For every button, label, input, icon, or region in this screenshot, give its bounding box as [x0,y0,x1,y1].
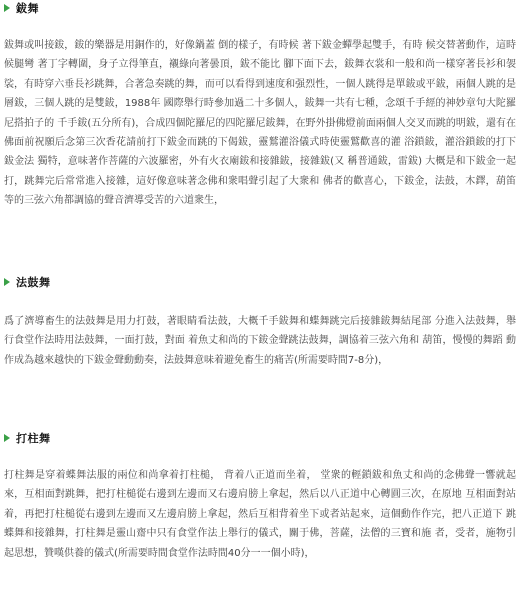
section-pillar-dance [4,430,516,563]
section-title: 鈸舞 [16,2,39,15]
section-title: 法鼓舞 [16,276,51,289]
section-heading [4,0,516,16]
triangle-bullet-icon [4,4,10,12]
triangle-bullet-icon [4,278,10,286]
section-title: 打柱舞 [16,432,51,445]
section-dharma-drum-dance [4,274,516,370]
section-cymbal-dance [4,0,516,211]
triangle-bullet-icon [4,434,10,442]
section-body: 鈸舞或叫接鈸，鈸的樂器是用銅作的，好像鍋蓋 倒的樣子，有時候 著下鈸金蟬學起雙手，有時 候交替著動作，這時候腿彎 著丁字轉圍，身子立得筆直，襯綠向著曇頂，鈸不能比 腳下面下去，鈸舞衣裳和一般和尚一樣穿著長衫和袈裟，有時穿六垂長衫跳舞，合著急奏跳的舞，而可以看得到速度和强烈性，一個人跳得是單鈸或平鈸，兩個人跳的是層鈸，三個人跳的是雙鈸，1988年 國際舉行時參加過二十多個人，鈸舞一共有七種，念頌千手經的神妙章句大陀羅尼搭拍子的 千手鈸(五分所有)，合成四個陀羅尼的四陀羅尼鈸舞，在野外掛佛燈前面兩個人交叉而跳的明鈸，還有在佛面前祝願后念第三次香花請前打下鈸金而跳的下偈鈸，靈鷲灌浴儀式時使靈鷲歡喜的灌 浴鎖鈸，灌浴鎖鈸的打下鈸金法 獨特，意味著作菩薩的六波羅密，外有火衣廟鈸和接雜鈸，接雜鈸(又 稱普通鈸，雷鈸) 大概是和下鈸金一起打，跳舞完后常常進入接雜，這好像意味著念佛和衆唱聲引起了大衆和 佛者的歡喜心，下鈸金，法鼓，木鐸，葫笛等的三弦六角都調協的聲音濟導受苦的六道衆生， [4,40,516,207]
section-heading [4,430,516,446]
section-heading [4,274,516,290]
section-body: 爲了濟導畜生的法鼓舞是用力打鼓，著眼睛看法鼓，大概千手鈸舞和蝶舞跳完后接雜鈸舞結尾部 分進入法鼓舞，舉行食堂作法時用法鼓舞，一面打鼓，對面 着魚丈和尚的下鈸金聲跳法鼓舞，調協着三弦六角和 葫笛，慢慢的舞蹈 動作成為越來越快的下鈸金聲動動奏，法鼓舞意味着避免畜生的痛苦(所需要時間7-8分)， [4,316,516,366]
section-body: 打柱舞是穿着蝶舞法服的兩位和尚拿着打柱槌， 背着八正道而坐着， 堂衆的輕鎖鈸和魚丈和尚的念佛聲一響就起來，互相面對跳舞，把打柱槌從右邊到左邊而又右邊肩膀上拿起，然后以八正道中心轉圓三次，在原地 互相面對站着，再把打柱槌從右邊到左邊而又左邊肩膀上拿起，然后互相背着坐下或者站起來，這個動作作完，把八正道下 跳蝶舞和接雜舞，打柱舞是靈山齋中只有食堂作法上舉行的儀式，關于佛，菩薩，法僧的三寶和施 者，受者，施物引起思想，贊嘆供養的儀式(所需要時間食堂作法時間40分一一個小時)， [4,470,516,559]
